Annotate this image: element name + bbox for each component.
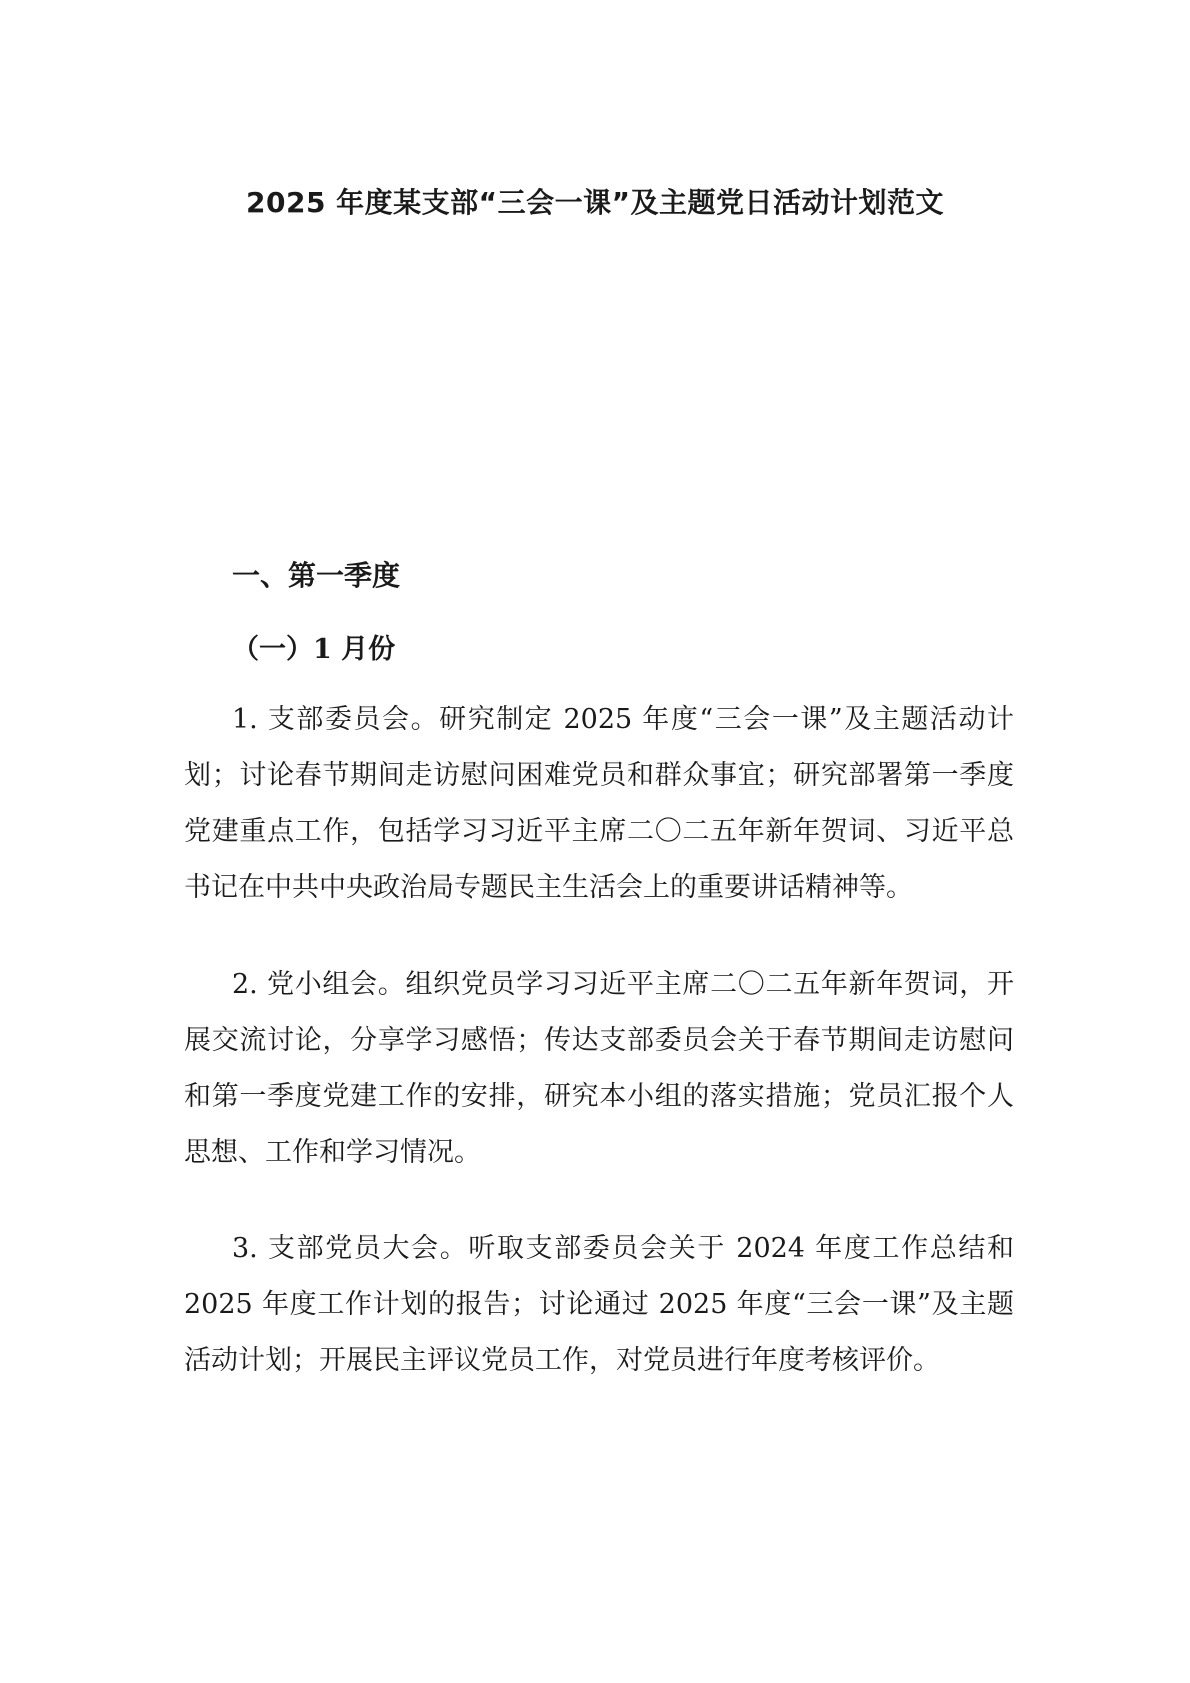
paragraph-general-assembly: 3. 支部党员大会。听取支部委员会关于 2024 年度工作总结和 2025 年度工作计划的报告；讨论通过 2025 年度“三会一课”及主题活动计划；开展民主评议党员工作，对党员进行年度考核评价。: [184, 1233, 1014, 1376]
section-heading-q1: 一、第一季度: [232, 559, 401, 592]
paragraph-party-group-meeting: 2. 党小组会。组织党员学习习近平主席二〇二五年新年贺词，开展交流讨论，分享学习感悟；传达支部委员会关于春节期间走访慰问和第一季度党建工作的安排，研究本小组的落实措施；党员汇报个人思想、工作和学习情况。: [184, 969, 1014, 1168]
paragraph-branch-committee: 1. 支部委员会。研究制定 2025 年度“三会一课”及主题活动计划；讨论春节期间走访慰问困难党员和群众事宜；研究部署第一季度党建重点工作，包括学习习近平主席二〇二五年新年贺词、习近平总书记在中共中央政治局专题民主生活会上的重要讲话精神等。: [184, 704, 1014, 903]
document-title: 2025 年度某支部“三会一课”及主题党日活动计划范文: [246, 186, 944, 219]
subsection-heading-january: （一）1 月份: [232, 634, 396, 665]
